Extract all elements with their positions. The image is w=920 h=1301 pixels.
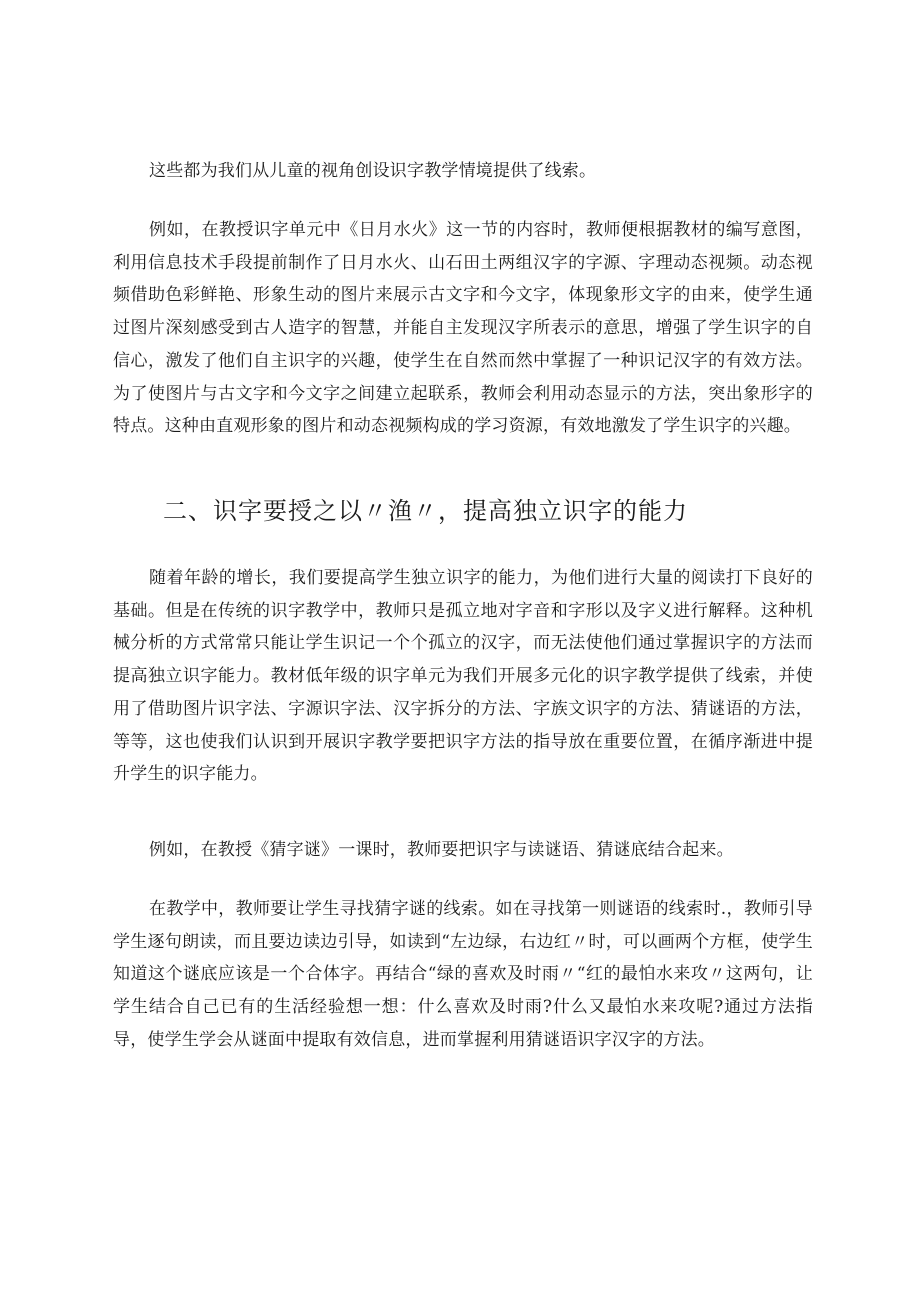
- section-heading: 二、识字要授之以〃渔〃，提高独立识字的能力: [163, 497, 688, 525]
- paragraph-example-sun-moon: 例如，在教授识字单元中《日月水火》这一节的内容时，教师便根据教材的编写意图，利用信息技术手段提前制作了日月水火、山石田土两组汉字的字源、字理动态视频。动态视频借助色彩鲜艳、形象生动的图片来展示古文字和今文字，体现象形文字的由来，使学生通过图片深刻感受到古人造字的智慧，并能自主发现汉字所表示的意思，增强了学生识字的自信心，激发了他们自主识字的兴趣，使学生在自然而然中掌握了一种识记汉字的有效方法。为了使图片与古文字和今文字之间建立起联系，教师会利用动态显示的方法，突出象形字的特点。这种由直观形象的图片和动态视频构成的学习资源，有效地激发了学生识字的兴趣。: [113, 220, 813, 437]
- paragraph-independent-literacy: 随着年龄的增长，我们要提高学生独立识字的能力，为他们进行大量的阅读打下良好的基础。但是在传统的识字教学中，教师只是孤立地对字音和字形以及字义进行解释。这种机械分析的方式常常只能让学生识记一个个孤立的汉字，而无法使他们通过掌握识字的方法而提高独立识字能力。教材低年级的识字单元为我们开展多元化的识字教学提供了线索，并使用了借助图片识字法、字源识字法、汉字拆分的方法、字族文识字的方法、猜谜语的方法，等等，这也使我们认识到开展识字教学要把识字方法的指导放在重要位置，在循序渐进中提升学生的识字能力。: [113, 568, 813, 785]
- paragraph-example-riddle: 例如，在教授《猜字谜》一课时，教师要把识字与读谜语、猜谜底结合起来。: [149, 840, 734, 860]
- paragraph-context-clue: 这些都为我们从儿童的视角创设识字教学情境提供了线索。: [149, 161, 597, 181]
- paragraph-riddle-clues: 在教学中，教师要让学生寻找猜字谜的线索。如在寻找第一则谜语的线索时.，教师引导学生逐句朗读，而且要边读边引导，如读到“左边绿，右边红〃时，可以画两个方框，使学生知道这个谜底应该是一个合体字。再结合“绿的喜欢及时雨〃“红的最怕水来攻〃这两句，让学生结合自己已有的生活经验想一想：什么喜欢及时雨?什么又最怕水来攻呢?通过方法指导，使学生学会从谜面中提取有效信息，进而掌握利用猜谜语识字汉字的方法。: [113, 899, 813, 1050]
